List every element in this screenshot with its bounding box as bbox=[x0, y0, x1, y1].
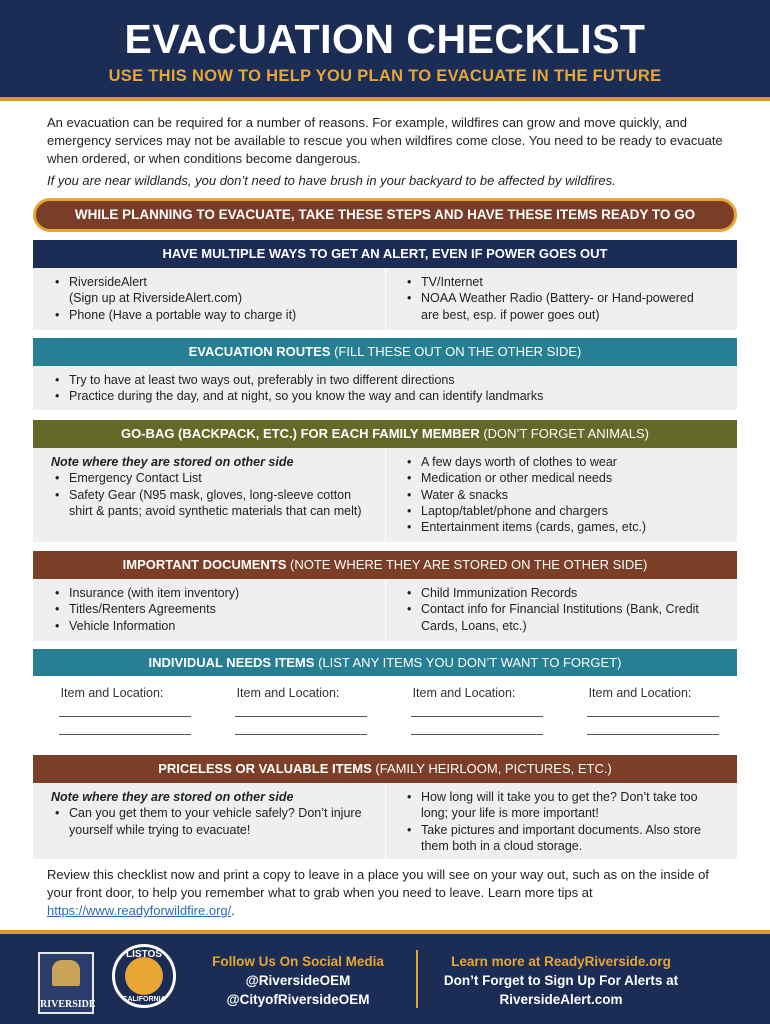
alerts-signup-note: (Sign up at RiversideAlert.com) bbox=[69, 291, 242, 306]
list-item: • Practice during the day, and at night, so you know the way and can identify landmarks bbox=[51, 388, 731, 404]
readyforwildfire-link[interactable]: https://www.readyforwildfire.org/ bbox=[47, 903, 232, 918]
column-divider bbox=[385, 579, 386, 641]
needs-column-label: Item and Location: bbox=[60, 686, 164, 700]
social-media-block bbox=[198, 952, 398, 1009]
planning-banner: WHILE PLANNING TO EVACUATE, TAKE THESE STEPS AND HAVE THESE ITEMS READY TO GO bbox=[33, 198, 737, 232]
learn-heading[interactable]: Learn more at ReadyRiverside.org bbox=[451, 954, 671, 969]
fill-line[interactable] bbox=[587, 734, 719, 735]
list-item: • A few days worth of clothes to wear bbox=[403, 454, 723, 470]
fill-line[interactable] bbox=[59, 734, 191, 735]
needs-heading-light: (LIST ANY ITEMS YOU DON’T WANT TO FORGET) bbox=[318, 655, 622, 670]
priceless-heading bbox=[33, 755, 737, 783]
needs-column-label: Item and Location: bbox=[236, 686, 340, 700]
documents-heading-bold: IMPORTANT DOCUMENTS bbox=[122, 557, 287, 572]
alerts-heading bbox=[33, 240, 737, 268]
alerts-heading-text: HAVE MULTIPLE WAYS TO GET AN ALERT, EVEN IF POWER GOES OUT bbox=[162, 246, 608, 261]
needs-column-label: Item and Location: bbox=[588, 686, 692, 700]
fill-line[interactable] bbox=[235, 734, 367, 735]
priceless-section bbox=[33, 783, 737, 859]
list-item: • Emergency Contact List bbox=[51, 470, 371, 486]
social-heading: Follow Us On Social Media bbox=[212, 954, 384, 969]
social-handle[interactable]: @CityofRiversideOEM bbox=[226, 992, 370, 1007]
documents-heading bbox=[33, 551, 737, 579]
list-item: • Phone (Have a portable way to charge it) bbox=[51, 307, 371, 323]
list-item: • TV/Internet bbox=[403, 274, 703, 290]
gobag-section bbox=[33, 448, 737, 542]
list-item: • Titles/Renters Agreements bbox=[51, 601, 371, 617]
page-subtitle: USE THIS NOW TO HELP YOU PLAN TO EVACUATE IN THE FUTURE bbox=[108, 67, 662, 85]
list-item: • Child Immunization Records bbox=[403, 585, 703, 601]
column-divider bbox=[385, 783, 386, 859]
fill-line[interactable] bbox=[59, 716, 191, 717]
documents-section bbox=[33, 579, 737, 641]
intro-paragraph: An evacuation can be required for a number of reasons. For example, wildfires can grow and move quickly, and emergency services may not be available to rescue you when wildfires come close. You need to be ready to evacuate when ordered, or when conditions become dangerous. bbox=[47, 115, 723, 166]
routes-section bbox=[33, 366, 737, 410]
needs-heading bbox=[33, 649, 737, 677]
column-divider bbox=[385, 448, 386, 542]
list-item: • Safety Gear (N95 mask, gloves, long-sleeve cotton shirt & pants; avoid synthetic materials that can melt) bbox=[51, 487, 371, 520]
documents-heading-light: (NOTE WHERE THEY ARE STORED ON THE OTHER SIDE) bbox=[290, 557, 648, 572]
social-handle[interactable]: @RiversideOEM bbox=[245, 973, 351, 988]
page-title: EVACUATION CHECKLIST bbox=[124, 16, 646, 62]
needs-section bbox=[33, 676, 737, 752]
routes-heading-light: (FILL THESE OUT ON THE OTHER SIDE) bbox=[334, 344, 582, 359]
list-item: • RiversideAlert (Sign up at RiversideAlert.com) bbox=[51, 274, 371, 307]
list-item: • Contact info for Financial Institutions (Bank, Credit Cards, Loans, etc.) bbox=[403, 601, 703, 634]
alerts-right-column bbox=[403, 274, 703, 323]
routes-list bbox=[51, 372, 731, 405]
routes-heading bbox=[33, 338, 737, 366]
fill-line[interactable] bbox=[235, 716, 367, 717]
learn-line: Don’t Forget to Sign Up For Alerts at bbox=[443, 973, 679, 988]
review-paragraph: Review this checklist now and print a copy to leave in a place you will see on your way out, such as on the inside of your front door, to help you remember what to grab when you need to leave. Learn more tips at https://www.readyforwildfire.org/. bbox=[47, 867, 709, 918]
gobag-heading-light: (DON’T FORGET ANIMALS) bbox=[483, 426, 649, 441]
documents-right-column bbox=[403, 585, 703, 634]
gobag-heading bbox=[33, 420, 737, 448]
list-item: • Vehicle Information bbox=[51, 618, 371, 634]
fill-line[interactable] bbox=[587, 716, 719, 717]
list-item: • Take pictures and important documents. Also store them both in a cloud storage. bbox=[403, 822, 723, 855]
list-item: • How long will it take you to get the? Don’t take too long; your life is more important! bbox=[403, 789, 723, 822]
bear-icon bbox=[125, 957, 163, 995]
alerts-section bbox=[33, 268, 737, 330]
alerts-left-column bbox=[51, 274, 371, 323]
list-item: • Laptop/tablet/phone and chargers bbox=[403, 503, 723, 519]
bell-icon bbox=[52, 960, 80, 986]
gobag-right-column bbox=[403, 454, 723, 535]
priceless-note: Note where they are stored on other side bbox=[51, 790, 294, 804]
list-item: • Insurance (with item inventory) bbox=[51, 585, 371, 601]
gobag-heading-bold: GO-BAG (BACKPACK, ETC.) FOR EACH FAMILY MEMBER bbox=[121, 426, 480, 441]
needs-heading-bold: INDIVIDUAL NEEDS ITEMS bbox=[148, 655, 315, 670]
list-item: • Try to have at least two ways out, preferably in two different directions bbox=[51, 372, 731, 388]
fill-line[interactable] bbox=[411, 716, 543, 717]
learn-more-block bbox=[430, 952, 692, 1009]
needs-column-label: Item and Location: bbox=[412, 686, 516, 700]
list-item: • Water & snacks bbox=[403, 487, 723, 503]
listos-california-logo: LISTOS CALIFORNIA bbox=[112, 944, 176, 1008]
footer bbox=[0, 930, 770, 1024]
city-riverside-logo: RIVERSIDE bbox=[38, 952, 94, 1014]
intro-italic-note: If you are near wildlands, you don’t need to have brush in your backyard to be affected by wildfires. bbox=[47, 173, 616, 188]
priceless-left-column bbox=[51, 789, 381, 838]
fill-line[interactable] bbox=[411, 734, 543, 735]
priceless-heading-light: (FAMILY HEIRLOOM, PICTURES, ETC.) bbox=[375, 761, 612, 776]
header bbox=[0, 0, 770, 101]
priceless-right-column bbox=[403, 789, 723, 854]
column-divider bbox=[385, 268, 386, 330]
gobag-note: Note where they are stored on other side bbox=[51, 455, 294, 469]
priceless-heading-bold: PRICELESS OR VALUABLE ITEMS bbox=[158, 761, 372, 776]
gobag-left-column bbox=[51, 454, 371, 519]
list-item: • Can you get them to your vehicle safely? Don’t injure yourself while trying to evacuate! bbox=[51, 805, 381, 838]
footer-divider bbox=[416, 950, 418, 1008]
documents-left-column bbox=[51, 585, 371, 634]
list-item: • NOAA Weather Radio (Battery- or Hand-powered are best, esp. if power goes out) bbox=[403, 290, 703, 323]
routes-heading-bold: EVACUATION ROUTES bbox=[188, 344, 331, 359]
learn-link[interactable]: RiversideAlert.com bbox=[499, 992, 623, 1007]
list-item: • Medication or other medical needs bbox=[403, 470, 723, 486]
list-item: • Entertainment items (cards, games, etc.) bbox=[403, 519, 723, 535]
